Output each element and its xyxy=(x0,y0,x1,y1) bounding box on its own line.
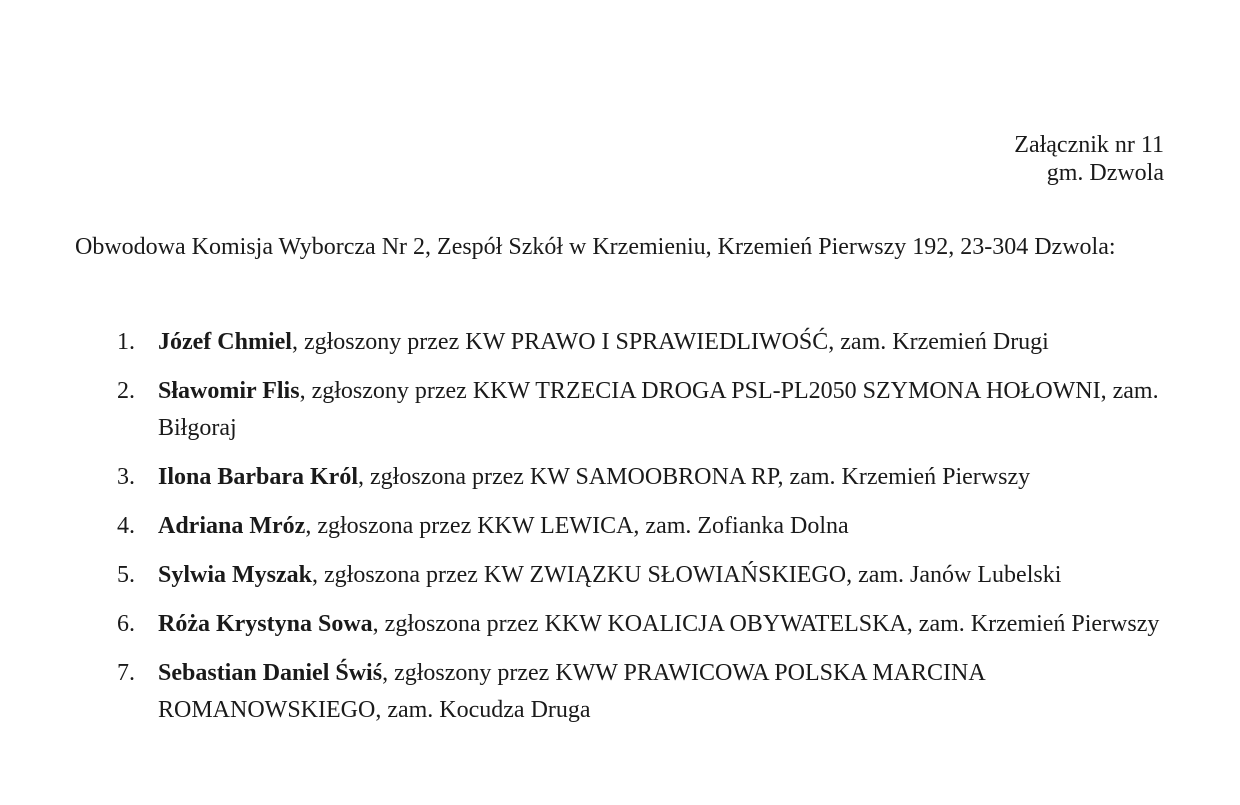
member-name: Józef Chmiel xyxy=(158,329,292,355)
member-name: Adriana Mróz xyxy=(158,513,306,539)
member-number: 3. xyxy=(117,464,135,490)
member-details: , zgłoszona przez KW ZWIĄZKU SŁOWIAŃSKIEGO, zam. Janów Lubelski xyxy=(312,562,1062,588)
member-details: , zgłoszona przez KKW LEWICA, zam. Zofianka Dolna xyxy=(305,513,849,539)
member-item xyxy=(0,373,1240,447)
document-header xyxy=(1014,131,1164,187)
commission-title: Obwodowa Komisja Wyborcza Nr 2, Zespół Szkół w Krzemieniu, Krzemień Pierwszy 192, 23-304 Dzwola: xyxy=(75,234,1116,260)
members-list xyxy=(0,324,1240,741)
member-number: 7. xyxy=(117,660,135,686)
member-number: 6. xyxy=(117,611,135,637)
member-item xyxy=(0,557,1240,594)
member-number: 4. xyxy=(117,513,135,539)
member-item xyxy=(0,508,1240,545)
attachment-label: Załącznik nr 11 xyxy=(1014,132,1164,158)
member-number: 1. xyxy=(117,329,135,355)
member-item xyxy=(0,459,1240,496)
member-number: 5. xyxy=(117,562,135,588)
member-name: Sławomir Flis xyxy=(158,378,300,404)
member-item xyxy=(0,606,1240,643)
municipality-label: gm. Dzwola xyxy=(1046,160,1164,186)
member-name: Sebastian Daniel Świś xyxy=(158,660,383,686)
member-name: Róża Krystyna Sowa xyxy=(158,611,373,637)
member-details: , zgłoszona przez KKW KOALICJA OBYWATELSKA, zam. Krzemień Pierwszy xyxy=(372,611,1160,637)
member-details: , zgłoszony przez KKW TRZECIA DROGA PSL-PL2050 SZYMONA HOŁOWNI, zam. Biłgoraj xyxy=(158,378,1159,441)
member-details: , zgłoszony przez KWW PRAWICOWA POLSKA MARCINA ROMANOWSKIEGO, zam. Kocudza Druga xyxy=(158,660,985,723)
member-item xyxy=(0,324,1240,361)
member-name: Ilona Barbara Król xyxy=(158,464,359,490)
member-details: , zgłoszona przez KW SAMOOBRONA RP, zam. Krzemień Pierwszy xyxy=(358,464,1031,490)
member-item xyxy=(0,655,1240,729)
member-number: 2. xyxy=(117,378,135,404)
member-name: Sylwia Myszak xyxy=(158,562,313,588)
member-details: , zgłoszony przez KW PRAWO I SPRAWIEDLIWOŚĆ, zam. Krzemień Drugi xyxy=(291,329,1049,355)
